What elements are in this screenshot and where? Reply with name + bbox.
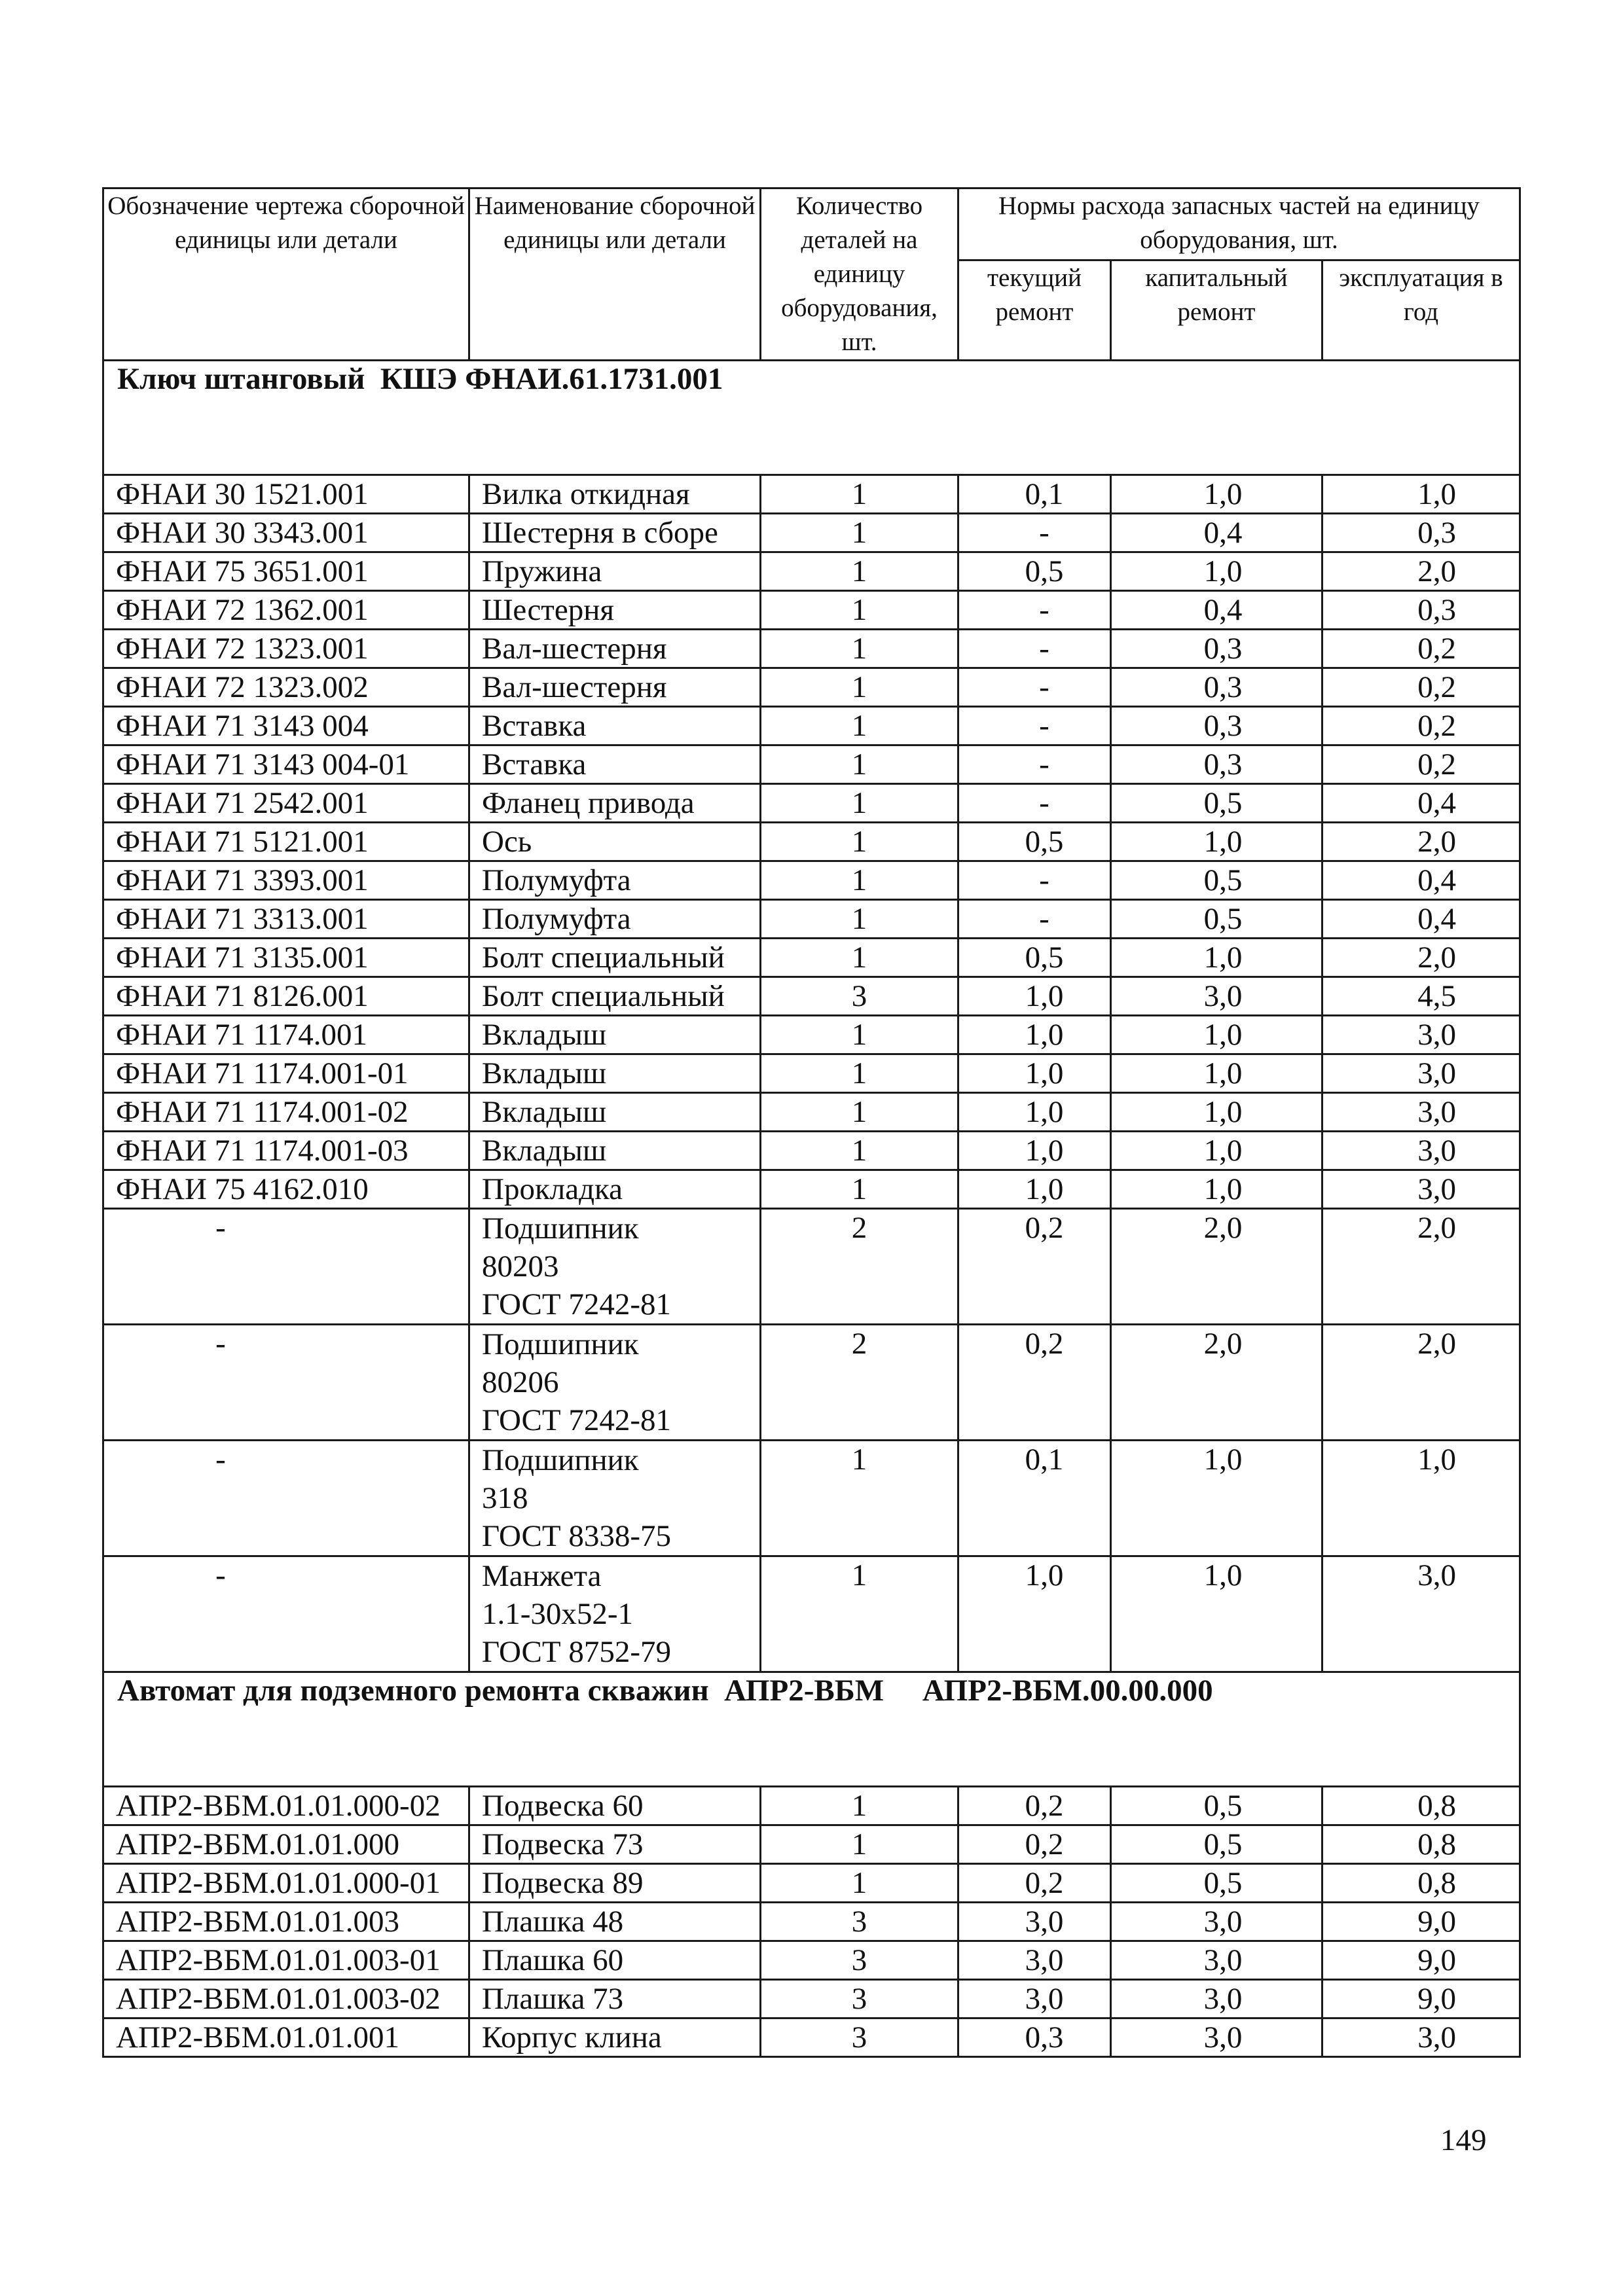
quantity-cell: 1 (761, 1556, 958, 1672)
exploitation-cell: 0,4 (1322, 861, 1520, 900)
current-repair-cell: - (958, 745, 1111, 784)
quantity-cell: 1 (761, 1054, 958, 1093)
table-header (103, 188, 1520, 361)
exploitation-cell: 3,0 (1322, 1016, 1520, 1054)
name-cell: Вкладыш (469, 1132, 761, 1170)
exploitation-cell: 1,0 (1322, 1441, 1520, 1556)
name-line: Манжета (482, 1559, 602, 1593)
name-cell: Шестерня (469, 591, 761, 630)
name-line: Подшипник (482, 1211, 639, 1246)
capital-repair-cell: 1,0 (1111, 1054, 1322, 1093)
current-repair-cell: 3,0 (958, 1941, 1111, 1980)
capital-repair-cell: 2,0 (1111, 1209, 1322, 1325)
page-number: 149 (1440, 2123, 1487, 2157)
name-line: 318 (482, 1481, 528, 1515)
table-row (103, 939, 1520, 977)
designation-cell: ФНАИ 71 2542.001 (103, 784, 469, 823)
exploitation-cell: 0,8 (1322, 1864, 1520, 1903)
exploitation-cell: 0,3 (1322, 591, 1520, 630)
name-cell: Плашка 60 (469, 1941, 761, 1980)
quantity-cell: 3 (761, 1980, 958, 2018)
exploitation-cell: 3,0 (1322, 1093, 1520, 1132)
name-cell (469, 1441, 761, 1556)
quantity-cell: 3 (761, 977, 958, 1016)
exploitation-cell: 2,0 (1322, 1325, 1520, 1441)
quantity-cell: 1 (761, 1132, 958, 1170)
capital-repair-cell: 1,0 (1111, 1016, 1322, 1054)
capital-repair-cell: 1,0 (1111, 1170, 1322, 1209)
capital-repair-cell: 3,0 (1111, 2018, 1322, 2057)
exploitation-cell: 9,0 (1322, 1941, 1520, 1980)
quantity-cell: 1 (761, 861, 958, 900)
name-cell: Прокладка (469, 1170, 761, 1209)
section-header-row (103, 1672, 1520, 1787)
name-cell (469, 1325, 761, 1441)
capital-repair-cell: 0,5 (1111, 900, 1322, 939)
designation-cell: ФНАИ 71 5121.001 (103, 823, 469, 861)
name-cell: Вкладыш (469, 1093, 761, 1132)
current-repair-cell: 0,2 (958, 1787, 1111, 1825)
quantity-cell: 1 (761, 823, 958, 861)
designation-cell: ФНАИ 75 3651.001 (103, 552, 469, 591)
current-repair-cell: 0,1 (958, 475, 1111, 514)
name-cell: Корпус клина (469, 2018, 761, 2057)
name-cell: Вставка (469, 745, 761, 784)
table-row (103, 707, 1520, 745)
capital-repair-cell: 0,3 (1111, 745, 1322, 784)
header-capital-repair: капитальный ремонт (1111, 260, 1322, 360)
header-designation: Обозначение чертежа сборочной единицы или детали (103, 188, 469, 361)
current-repair-cell: - (958, 668, 1111, 707)
designation-cell: АПР2-ВБМ.01.01.000 (103, 1825, 469, 1864)
current-repair-cell: - (958, 707, 1111, 745)
name-cell (469, 1556, 761, 1672)
quantity-cell: 1 (761, 475, 958, 514)
name-cell: Ось (469, 823, 761, 861)
designation-cell: АПР2-ВБМ.01.01.003-02 (103, 1980, 469, 2018)
spare-parts-table (102, 187, 1521, 2058)
exploitation-cell: 0,4 (1322, 900, 1520, 939)
header-quantity: Количество деталей на единицу оборудования, шт. (761, 188, 958, 361)
name-line: 1.1-30х52-1 (482, 1597, 634, 1631)
current-repair-cell: 1,0 (958, 977, 1111, 1016)
name-cell: Вкладыш (469, 1016, 761, 1054)
exploitation-cell: 3,0 (1322, 1170, 1520, 1209)
table-row (103, 630, 1520, 668)
quantity-cell: 1 (761, 939, 958, 977)
name-cell: Вилка откидная (469, 475, 761, 514)
capital-repair-cell: 2,0 (1111, 1325, 1322, 1441)
exploitation-cell: 0,2 (1322, 668, 1520, 707)
capital-repair-cell: 1,0 (1111, 1441, 1322, 1556)
table-row (103, 2018, 1520, 2057)
current-repair-cell: - (958, 900, 1111, 939)
section-title: Ключ штанговый КШЭ ФНАИ.61.1731.001 (103, 361, 1520, 475)
exploitation-cell: 0,8 (1322, 1825, 1520, 1864)
capital-repair-cell: 3,0 (1111, 1903, 1322, 1941)
current-repair-cell: 0,1 (958, 1441, 1111, 1556)
table-body (103, 361, 1520, 2057)
designation-cell: ФНАИ 71 1174.001-02 (103, 1093, 469, 1132)
table-row (103, 1903, 1520, 1941)
capital-repair-cell: 0,5 (1111, 1787, 1322, 1825)
exploitation-cell: 1,0 (1322, 475, 1520, 514)
quantity-cell: 1 (761, 1016, 958, 1054)
exploitation-cell: 3,0 (1322, 2018, 1520, 2057)
designation-cell: ФНАИ 71 1174.001 (103, 1016, 469, 1054)
table-row (103, 552, 1520, 591)
capital-repair-cell: 1,0 (1111, 939, 1322, 977)
designation-cell: ФНАИ 30 3343.001 (103, 514, 469, 552)
name-line: 80203 (482, 1249, 559, 1283)
designation-cell: АПР2-ВБМ.01.01.001 (103, 2018, 469, 2057)
name-line: Подшипник (482, 1443, 639, 1477)
section-header-row (103, 361, 1520, 475)
current-repair-cell: 3,0 (958, 1980, 1111, 2018)
designation-cell: ФНАИ 71 8126.001 (103, 977, 469, 1016)
exploitation-cell: 2,0 (1322, 552, 1520, 591)
table-row (103, 823, 1520, 861)
exploitation-cell: 3,0 (1322, 1556, 1520, 1672)
name-cell: Плашка 73 (469, 1980, 761, 2018)
designation-cell: - (103, 1556, 469, 1672)
designation-cell: ФНАИ 71 3393.001 (103, 861, 469, 900)
exploitation-cell: 9,0 (1322, 1980, 1520, 2018)
designation-cell: ФНАИ 71 3143 004-01 (103, 745, 469, 784)
capital-repair-cell: 0,5 (1111, 861, 1322, 900)
name-cell (469, 1209, 761, 1325)
current-repair-cell: - (958, 861, 1111, 900)
designation-cell: ФНАИ 72 1362.001 (103, 591, 469, 630)
name-cell: Вкладыш (469, 1054, 761, 1093)
name-cell: Болт специальный (469, 939, 761, 977)
current-repair-cell: 3,0 (958, 1903, 1111, 1941)
table-row (103, 745, 1520, 784)
designation-cell: АПР2-ВБМ.01.01.003 (103, 1903, 469, 1941)
capital-repair-cell: 3,0 (1111, 977, 1322, 1016)
current-repair-cell: 1,0 (958, 1093, 1111, 1132)
capital-repair-cell: 1,0 (1111, 823, 1322, 861)
exploitation-cell: 4,5 (1322, 977, 1520, 1016)
exploitation-cell: 3,0 (1322, 1054, 1520, 1093)
table-row (103, 1864, 1520, 1903)
name-cell: Болт специальный (469, 977, 761, 1016)
current-repair-cell: 0,2 (958, 1325, 1111, 1441)
table-row (103, 861, 1520, 900)
quantity-cell: 1 (761, 784, 958, 823)
name-cell: Подвеска 89 (469, 1864, 761, 1903)
quantity-cell: 1 (761, 591, 958, 630)
table-row (103, 1209, 1520, 1325)
current-repair-cell: 0,5 (958, 939, 1111, 977)
table-row (103, 475, 1520, 514)
name-cell: Вставка (469, 707, 761, 745)
current-repair-cell: 0,5 (958, 823, 1111, 861)
quantity-cell: 2 (761, 1209, 958, 1325)
exploitation-cell: 0,4 (1322, 784, 1520, 823)
exploitation-cell: 0,3 (1322, 514, 1520, 552)
table-row (103, 1054, 1520, 1093)
quantity-cell: 1 (761, 900, 958, 939)
capital-repair-cell: 1,0 (1111, 1093, 1322, 1132)
designation-cell: ФНАИ 71 1174.001-01 (103, 1054, 469, 1093)
capital-repair-cell: 1,0 (1111, 1556, 1322, 1672)
table-row (103, 1132, 1520, 1170)
quantity-cell: 1 (761, 630, 958, 668)
quantity-cell: 3 (761, 1903, 958, 1941)
current-repair-cell: 1,0 (958, 1170, 1111, 1209)
quantity-cell: 1 (761, 668, 958, 707)
designation-cell: АПР2-ВБМ.01.01.000-01 (103, 1864, 469, 1903)
current-repair-cell: 0,5 (958, 552, 1111, 591)
quantity-cell: 1 (761, 1170, 958, 1209)
name-cell: Вал-шестерня (469, 630, 761, 668)
capital-repair-cell: 0,4 (1111, 591, 1322, 630)
current-repair-cell: 0,2 (958, 1825, 1111, 1864)
current-repair-cell: - (958, 784, 1111, 823)
exploitation-cell: 0,2 (1322, 745, 1520, 784)
table-row (103, 1016, 1520, 1054)
capital-repair-cell: 0,5 (1111, 1825, 1322, 1864)
capital-repair-cell: 3,0 (1111, 1941, 1322, 1980)
table-row (103, 668, 1520, 707)
current-repair-cell: - (958, 591, 1111, 630)
designation-cell: ФНАИ 71 3143 004 (103, 707, 469, 745)
header-exploitation: эксплуатация в год (1322, 260, 1520, 360)
header-current-repair: текущий ремонт (958, 260, 1111, 360)
capital-repair-cell: 1,0 (1111, 552, 1322, 591)
table-row (103, 591, 1520, 630)
name-cell: Полумуфта (469, 900, 761, 939)
quantity-cell: 1 (761, 1441, 958, 1556)
table-row (103, 1093, 1520, 1132)
table-row (103, 977, 1520, 1016)
quantity-cell: 1 (761, 1093, 958, 1132)
designation-cell: ФНАИ 71 3313.001 (103, 900, 469, 939)
quantity-cell: 1 (761, 514, 958, 552)
name-line: Подшипник (482, 1327, 639, 1361)
header-name: Наименование сборочной единицы или детали (469, 188, 761, 361)
designation-cell: АПР2-ВБМ.01.01.003-01 (103, 1941, 469, 1980)
table-row (103, 1825, 1520, 1864)
quantity-cell: 1 (761, 1787, 958, 1825)
designation-cell: ФНАИ 72 1323.001 (103, 630, 469, 668)
quantity-cell: 1 (761, 1825, 958, 1864)
exploitation-cell: 0,8 (1322, 1787, 1520, 1825)
name-cell: Пружина (469, 552, 761, 591)
quantity-cell: 3 (761, 2018, 958, 2057)
exploitation-cell: 2,0 (1322, 823, 1520, 861)
current-repair-cell: 0,2 (958, 1209, 1111, 1325)
table-row (103, 1980, 1520, 2018)
name-line: 80206 (482, 1365, 559, 1399)
capital-repair-cell: 0,3 (1111, 707, 1322, 745)
designation-cell: ФНАИ 30 1521.001 (103, 475, 469, 514)
quantity-cell: 1 (761, 745, 958, 784)
table-row (103, 900, 1520, 939)
designation-cell: - (103, 1325, 469, 1441)
current-repair-cell: - (958, 514, 1111, 552)
quantity-cell: 1 (761, 552, 958, 591)
capital-repair-cell: 1,0 (1111, 1132, 1322, 1170)
designation-cell: - (103, 1209, 469, 1325)
name-line: ГОСТ 8338-75 (482, 1519, 671, 1553)
name-line: ГОСТ 7242-81 (482, 1403, 671, 1437)
current-repair-cell: 0,2 (958, 1864, 1111, 1903)
capital-repair-cell: 0,5 (1111, 1864, 1322, 1903)
table-row (103, 784, 1520, 823)
capital-repair-cell: 1,0 (1111, 475, 1322, 514)
current-repair-cell: 0,3 (958, 2018, 1111, 2057)
quantity-cell: 1 (761, 707, 958, 745)
section-title: Автомат для подземного ремонта скважин АПР2-ВБМ АПР2-ВБМ.00.00.000 (103, 1672, 1520, 1787)
designation-cell: ФНАИ 75 4162.010 (103, 1170, 469, 1209)
exploitation-cell: 0,2 (1322, 630, 1520, 668)
current-repair-cell: 1,0 (958, 1556, 1111, 1672)
capital-repair-cell: 0,5 (1111, 784, 1322, 823)
name-cell: Плашка 48 (469, 1903, 761, 1941)
header-norms: Нормы расхода запасных частей на единицу оборудования, шт. (958, 188, 1520, 260)
table-row (103, 1941, 1520, 1980)
exploitation-cell: 0,2 (1322, 707, 1520, 745)
quantity-cell: 2 (761, 1325, 958, 1441)
name-cell: Фланец привода (469, 784, 761, 823)
exploitation-cell: 2,0 (1322, 939, 1520, 977)
name-cell: Подвеска 60 (469, 1787, 761, 1825)
table-row (103, 1441, 1520, 1556)
designation-cell: - (103, 1441, 469, 1556)
name-cell: Шестерня в сборе (469, 514, 761, 552)
exploitation-cell: 3,0 (1322, 1132, 1520, 1170)
capital-repair-cell: 0,4 (1111, 514, 1322, 552)
designation-cell: ФНАИ 72 1323.002 (103, 668, 469, 707)
current-repair-cell: - (958, 630, 1111, 668)
capital-repair-cell: 0,3 (1111, 668, 1322, 707)
name-line: ГОСТ 7242-81 (482, 1287, 671, 1321)
table-row (103, 1325, 1520, 1441)
name-cell: Полумуфта (469, 861, 761, 900)
quantity-cell: 3 (761, 1941, 958, 1980)
table-row (103, 1556, 1520, 1672)
designation-cell: ФНАИ 71 3135.001 (103, 939, 469, 977)
designation-cell: ФНАИ 71 1174.001-03 (103, 1132, 469, 1170)
capital-repair-cell: 0,3 (1111, 630, 1322, 668)
exploitation-cell: 9,0 (1322, 1903, 1520, 1941)
capital-repair-cell: 3,0 (1111, 1980, 1322, 2018)
table-row (103, 1787, 1520, 1825)
current-repair-cell: 1,0 (958, 1054, 1111, 1093)
name-cell: Вал-шестерня (469, 668, 761, 707)
current-repair-cell: 1,0 (958, 1016, 1111, 1054)
name-line: ГОСТ 8752-79 (482, 1635, 671, 1669)
name-cell: Подвеска 73 (469, 1825, 761, 1864)
table-row (103, 1170, 1520, 1209)
table-row (103, 514, 1520, 552)
designation-cell: АПР2-ВБМ.01.01.000-02 (103, 1787, 469, 1825)
exploitation-cell: 2,0 (1322, 1209, 1520, 1325)
quantity-cell: 1 (761, 1864, 958, 1903)
current-repair-cell: 1,0 (958, 1132, 1111, 1170)
